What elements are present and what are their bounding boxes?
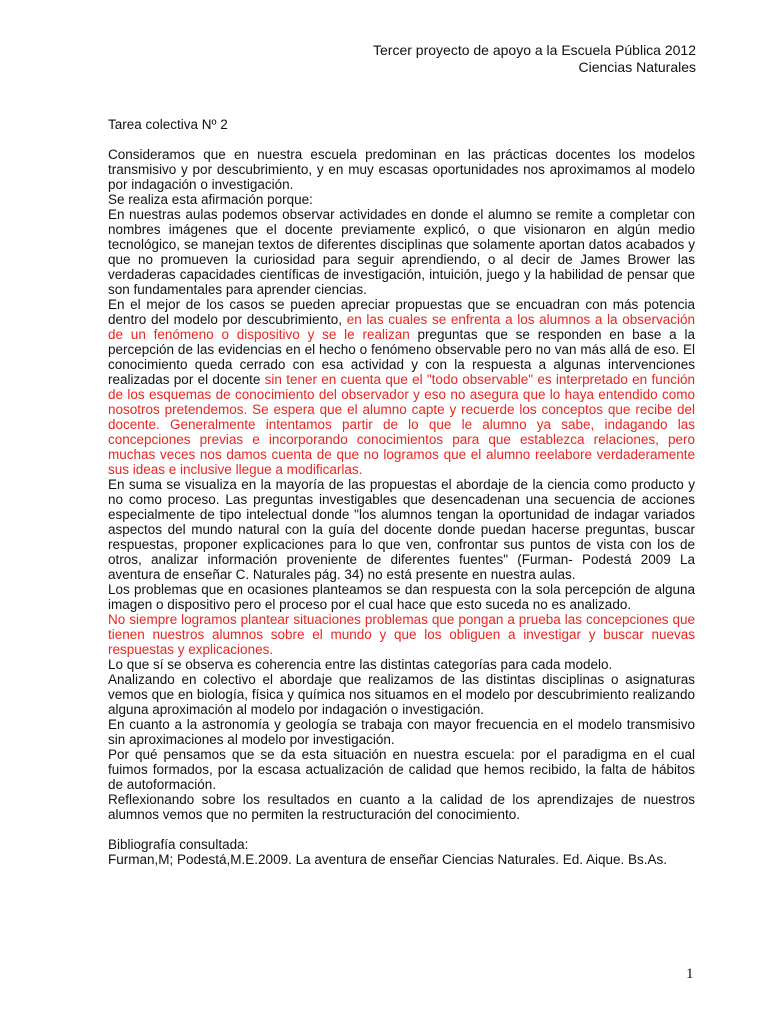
paragraph-astronomia: En cuanto a la astronomía y geología se trabaja con mayor frecuencia en el modelo transmisivo sin aproximaciones al modelo por investigación. <box>108 717 695 747</box>
highlighted-paragraph: No siempre logramos plantear situaciones problemas que pongan a prueba las concepciones que tienen nuestros alumnos sobre el mundo y que los obliguen a investigar y buscar nuevas respuestas y explicaciones. <box>108 612 695 657</box>
highlighted-text: sin tener en cuenta que el "todo observable" es interpretado en función de los esquemas de conocimiento del observador y eso no asegura que lo haya entendido como nosotros pretendemos. Se espera que el alumno capte y recuerde los conceptos que recibe del docente. Generalmente intentamos partir de lo que le alumno ya sabe, indagando las concepciones previas e incorporando conocimientos para que establezca relaciones, pero muchas veces nos damos cuenta de que no logramos que el alumno reelabore verdaderamente sus ideas e inclusive llegue a modificarlas. <box>108 372 695 477</box>
bibliography-title: Bibliografía consultada: <box>108 837 249 852</box>
bibliography-entry: Furman,M; Podestá,M.E.2009. La aventura de enseñar Ciencias Naturales. Ed. Aique. Bs.As. <box>108 852 668 867</box>
paragraph-suma: En suma se visualiza en la mayoría de las propuestas el abordaje de la ciencia como producto y no como proceso. Las preguntas investigables que desencadenan una secuencia de acciones especialmente de tipo intelectual donde "los alumnos tengan la oportunidad de indagar variados aspectos del mundo natural con la guía del docente donde puedan hacerse preguntas, buscar respuestas, proponer explicaciones para lo que ven, confrontar sus puntos de vista con los de otros, analizar información proveniente de diferentes fuentes" (Furman- Podestá 2009 La aventura de enseñar C. Naturales pág. 34) no está presente en nuestra aulas. <box>108 477 695 582</box>
paragraph-aulas: En nuestras aulas podemos observar actividades en donde el alumno se remite a completar con nombres imágenes que el docente previamente explicó, o que visionaron en algún medio tecnológico, se manejan textos de diferentes disciplinas que solamente aportan datos acabados y que no promueven la curiosidad para seguir aprendiendo, o al decir de James Brower las verdaderas capacidades científicas de investigación, intuición, juego y la habilidad de pensar que son fundamentales para aprender ciencias. <box>108 207 695 297</box>
highlighted-text: en las cuales se enfrenta a los alumnos a la observación de un fenómeno o dispositivo y se le realizan <box>108 312 695 342</box>
paragraph-reflexion: Reflexionando sobre los resultados en cuanto a la calidad de los aprendizajes de nuestros alumnos vemos que no permiten la restructuración del conocimiento. <box>108 792 695 822</box>
text-segment: En el mejor de los casos se pueden apreciar propuestas que se encuadran con más potencia dentro del modelo por descubrimiento, <box>108 297 695 327</box>
paragraph-intro: Consideramos que en nuestra escuela predominan en las prácticas docentes los modelos transmisivo y por descubrimiento, y en muy escasas oportunidades nos aproximamos al modelo por indagación o investigación. <box>108 147 695 192</box>
header-subject: Ciencias Naturales <box>578 59 696 75</box>
document-body <box>108 117 695 867</box>
paragraph-paradigma: Por qué pensamos que se da esta situación en nuestra escuela: por el paradigma en el cual fuimos formados, por la escasa actualización de calidad que hemos recibido, la falta de hábitos de autoformación. <box>108 747 695 792</box>
paragraph-analisis: Analizando en colectivo el abordaje que realizamos de las distintas disciplinas o asignaturas vemos que en biología, física y química nos situamos en el modelo por descubrimiento realizando alguna aproximación al modelo por indagación o investigación. <box>108 672 695 717</box>
paragraph-coherencia: Lo que sí se observa es coherencia entre las distintas categorías para cada modelo. <box>108 657 613 672</box>
document-title: Tarea colectiva Nº 2 <box>108 117 228 132</box>
paragraph-afirmacion: Se realiza esta afirmación porque: <box>108 192 313 207</box>
page-header <box>373 42 696 76</box>
header-project-title: Tercer proyecto de apoyo a la Escuela Pública 2012 <box>373 42 696 58</box>
paragraph-problemas: Los problemas que en ocasiones planteamos se dan respuesta con la sola percepción de alguna imagen o dispositivo pero el proceso por el cual hace que esto suceda no es analizado. <box>108 582 695 612</box>
text-segment: preguntas que se responden en base a la percepción de las evidencias en el hecho o fenómeno observable pero no van más allá de eso. El conocimiento queda cerrado con esa actividad y con la respuesta a algunas intervenciones realizadas por el docente <box>108 327 695 387</box>
page-number: 1 <box>686 966 694 982</box>
paragraph-descubrimiento <box>108 297 695 477</box>
